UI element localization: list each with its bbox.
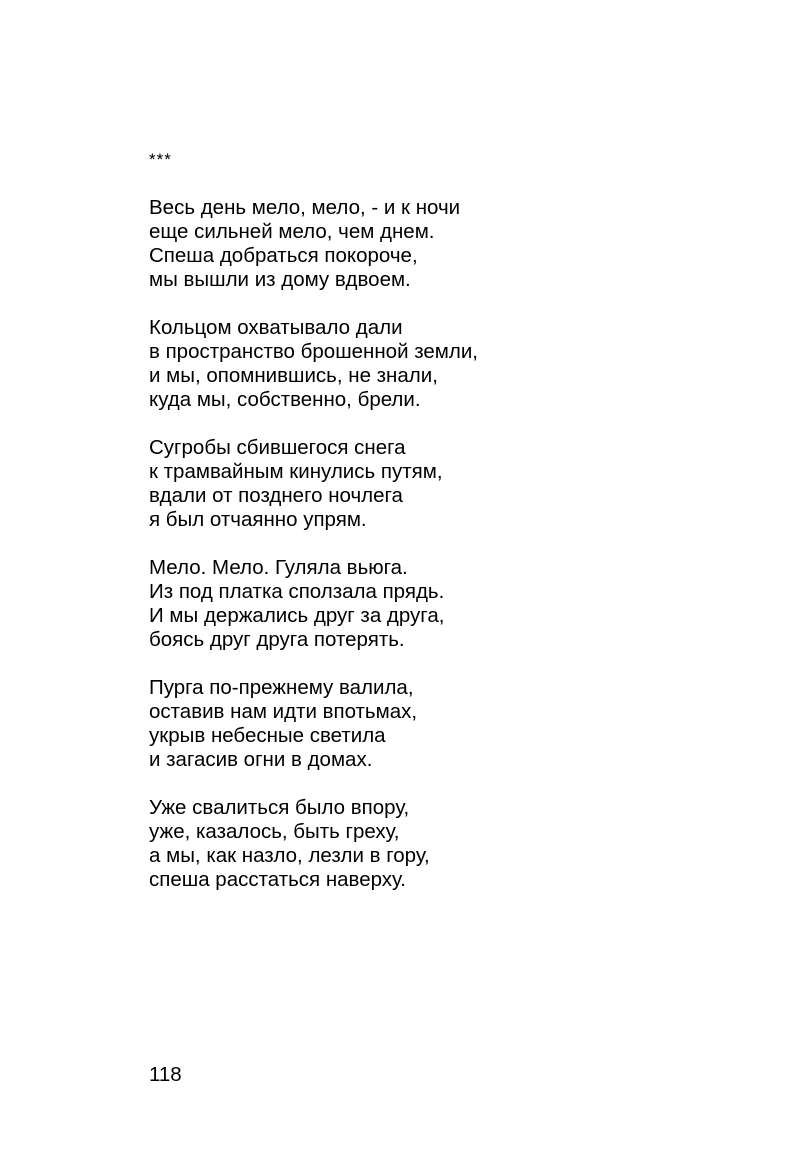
poem-line: я был отчаянно упрям. <box>149 508 367 531</box>
stanza-3 <box>149 436 749 532</box>
poem-line: уже, казалось, быть греху, <box>149 820 400 843</box>
poem-line: вдали от позднего ночлега <box>149 484 403 507</box>
poem-line: куда мы, собственно, брели. <box>149 388 421 411</box>
poem-line: Весь день мело, мело, - и к ночи <box>149 196 461 219</box>
stanza-1 <box>149 196 749 292</box>
poem-line: к трамвайным кинулись путям, <box>149 460 443 483</box>
poem-line: а мы, как назло, лезли в гору, <box>149 844 430 867</box>
poem-line: боясь друг друга потерять. <box>149 628 405 651</box>
poem-line: Из под платка сползала прядь. <box>149 580 445 603</box>
poem-line: Сугробы сбившегося снега <box>149 436 406 459</box>
poem-line: оставив нам идти впотьмах, <box>149 700 418 723</box>
poem-line: и загасив огни в домах. <box>149 748 373 771</box>
poem-line: мы вышли из дому вдвоем. <box>149 268 411 291</box>
stanza-2 <box>149 316 749 412</box>
poem-line: Пурга по-прежнему валила, <box>149 676 414 699</box>
poem-line: Мело. Мело. Гуляла вьюга. <box>149 556 408 579</box>
section-separator: *** <box>149 150 172 169</box>
poem-line: укрыв небесные светила <box>149 724 386 747</box>
poem-line: и мы, опомнившись, не знали, <box>149 364 438 387</box>
stanza-4 <box>149 556 749 652</box>
poem-line: еще сильней мело, чем днем. <box>149 220 435 243</box>
stanza-5 <box>149 676 749 772</box>
poem-line: Спеша добраться покороче, <box>149 244 418 267</box>
poem-line: И мы держались друг за друга, <box>149 604 445 627</box>
poem-line: в пространство брошенной земли, <box>149 340 479 363</box>
poem-line: Кольцом охватывало дали <box>149 316 403 339</box>
stanza-6 <box>149 796 749 892</box>
poem-line: Уже свалиться было впору, <box>149 796 410 819</box>
poem <box>149 148 749 916</box>
page-number: 118 <box>149 1063 182 1086</box>
poem-line: спеша расстаться наверху. <box>149 868 406 891</box>
